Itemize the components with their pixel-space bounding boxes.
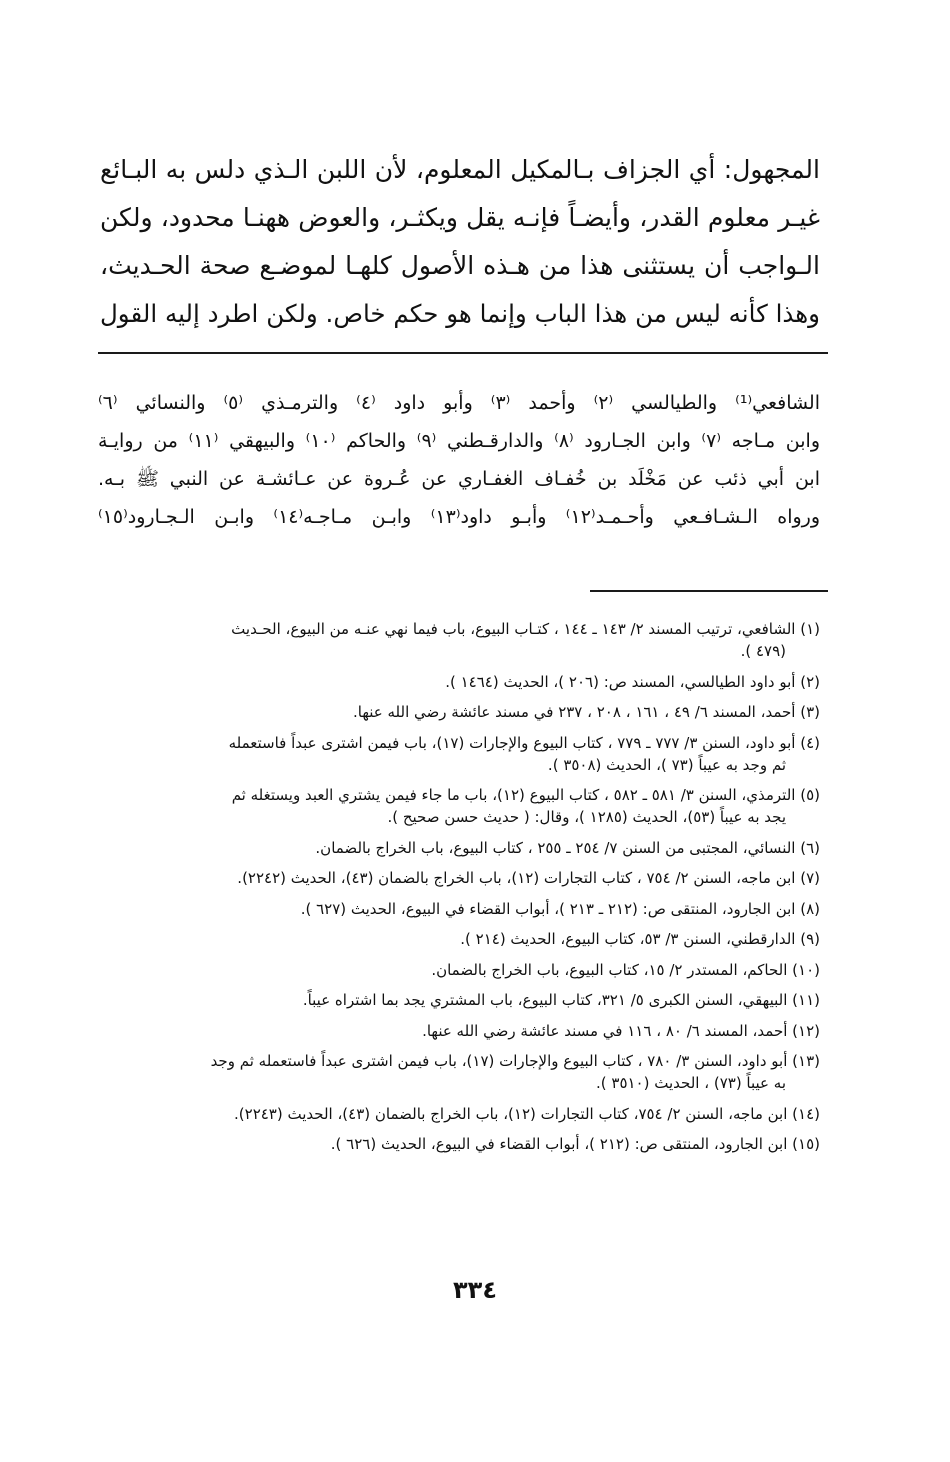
footnote-line: ثم وجد به عيباً (٧٣ )، الحديث (٣٥٠٨ ).: [547, 755, 786, 774]
footnote-line: (٤) أبو داود، السنن ٣/ ٧٧٧ ـ ٧٧٩ ، كتاب البيوع والإجارات (١٧)، باب فيمن اشترى عبداً فاستعمله: [228, 733, 820, 752]
footnote-line: (١٥) ابن الجارود، المنتقى ص: (٢١٢ )، أبواب القضاء في البيوع، الحديث (٦٢٦ ).: [330, 1135, 820, 1153]
footnote-1: [85, 618, 820, 662]
footnote-line: (٩) الدارقطني، السنن ٣/ ٥٣، كتاب البيوع، الحديث (٢١٤ ).: [460, 930, 820, 948]
main-text-divider: [98, 352, 828, 354]
footnote-line: (١٢) أحمد، المسند ٦/ ٨٠ ، ١١٦ في مسند عائشة رضي الله عنها.: [422, 1021, 820, 1040]
footnote-line: (١٣) أبو داود، السنن ٣/ ٧٨٠ ، كتاب البيوع والإجارات (١٧)، باب فيمن اشترى عبداً فاستعمله ثم وجد: [210, 1052, 820, 1070]
footnote-line: (٧) ابن ماجه، السنن ٢/ ٧٥٤ ، كتاب التجارات (١٢)، باب الخراج بالضمان (٤٣)، الحديث (٢٢٤٢).: [237, 869, 820, 887]
main-text-line: غيـر معلوم القدر، وأيضـاً فإنـه يقل ويكثـر، والعوض ههنـا محدود، ولكن: [100, 203, 820, 232]
footnote-12: [85, 1020, 820, 1042]
footnote-6: [85, 837, 820, 859]
footnote-line: (١) الشافعي، ترتيب المسند ٢/ ١٤٣ ـ ١٤٤ ، كتـاب البيوع، باب فيما نهي عنـه من البيوع، الحـديث: [231, 620, 820, 638]
footnote-line: (٥) الترمذي، السنن ٣/ ٥٨١ ـ ٥٨٢ ، كتاب البيوع (١٢)، باب ما جاء فيمن يشتري العبد ويستغله ثم: [231, 786, 820, 804]
footnote-line: (١١) البيهقي، السنن الكبرى ٥/ ٣٢١، كتاب البيوع، باب المشتري يجد بما اشتراه عيباً.: [302, 991, 820, 1009]
footnote-15: [85, 1133, 820, 1155]
footnote-8: [85, 898, 820, 920]
footnotes-list: [85, 618, 820, 1164]
main-text-line: المجهول: أي الجزاف بـالمكيل المعلوم، لأن اللبن الـذي دلس به البـائع: [100, 155, 820, 184]
footnote-line: (٢) أبو داود الطيالسي، المسند ص: (٢٠٦ )، الحديث (١٤٦٤ ).: [445, 672, 820, 691]
footnote-line: به عيباً (٧٣) ، الحديث (٣٥١٠ ).: [596, 1074, 786, 1092]
hadith-sources-line: وابن مـاجه ⁽٧⁾ وابن الجـارود ⁽٨⁾ والدارقـطني ⁽٩⁾ والحاكم ⁽١٠⁾ والبيهقي ⁽١١⁾ من روايـة: [98, 430, 820, 452]
footnote-line: (١٤) ابن ماجه، السنن ٢/ ٧٥٤، كتاب التجارات (١٢)، باب الخراج بالضمان (٤٣)، الحديث (٢٢٤٣).: [234, 1104, 820, 1123]
footnote-14: [85, 1103, 820, 1125]
footnote-7: [85, 867, 820, 889]
footnote-line: (٤٧٩ ).: [740, 642, 786, 660]
footnote-line: (٦) النسائي، المجتبى من السنن ٧/ ٢٥٤ ـ ٢٥٥ ، كتاب البيوع، باب الخراج بالضمان.: [315, 838, 820, 857]
hadith-sources-line: الشافعي⁽¹⁾ والطيالسي ⁽٢⁾ وأحمد ⁽٣⁾ وأبو داود ⁽٤⁾ والترمـذي ⁽٥⁾ والنسائي ⁽٦⁾: [98, 392, 820, 414]
hadith-sources-line: ورواه الـشـافـعي وأحـمـد⁽١٢⁾ وأبـو داود⁽١٣⁾ وابـن مـاجـه⁽١٤⁾ وابـن الـجـارود⁽١٥⁾: [98, 506, 821, 528]
footnote-divider: [590, 590, 828, 592]
footnote-5: [85, 784, 820, 828]
footnote-3: [85, 701, 820, 723]
footnote-10: [85, 959, 820, 981]
main-text-block: [100, 146, 820, 338]
main-text-line: وهذا كأنه ليس من هذا الباب وإنما هو حكم خاص. ولكن اطرد إليه القول: [100, 299, 820, 328]
page-number: ٣٣٤: [453, 1276, 497, 1304]
hadith-sources-block: [98, 384, 820, 536]
footnote-line: (٨) ابن الجارود، المنتقى ص: (٢١٢ ـ ٢١٣ )، أبواب القضاء في البيوع، الحديث (٦٢٧ ).: [300, 899, 820, 918]
main-text-line: الـواجب أن يستثنى هذا من هـذه الأصول كلهـا لموضـع صحة الحـديث،: [100, 251, 820, 280]
footnote-11: [85, 989, 820, 1011]
footnote-13: [85, 1050, 820, 1094]
footnote-4: [85, 732, 820, 776]
footnote-9: [85, 928, 820, 950]
footnote-2: [85, 671, 820, 693]
footnote-line: (٣) أحمد، المسند ٦/ ٤٩ ، ١٦١ ، ٢٠٨ ، ٢٣٧ في مسند عائشة رضي الله عنها.: [353, 703, 820, 721]
hadith-sources-line: ابن أبي ذئب عن مَخْلَد بن خُفـاف الغفـاري عن عُـروة عن عـائشـة عن النبي ﷺ بـه.: [98, 468, 820, 490]
footnote-line: يجد به عيباً (٥٣)، الحديث (١٢٨٥ )، وقال: ( حديث حسن صحيح ).: [387, 808, 786, 826]
footnote-line: (١٠) الحاكم، المستدر ٢/ ١٥، كتاب البيوع، باب الخراج بالضمان.: [431, 960, 820, 979]
